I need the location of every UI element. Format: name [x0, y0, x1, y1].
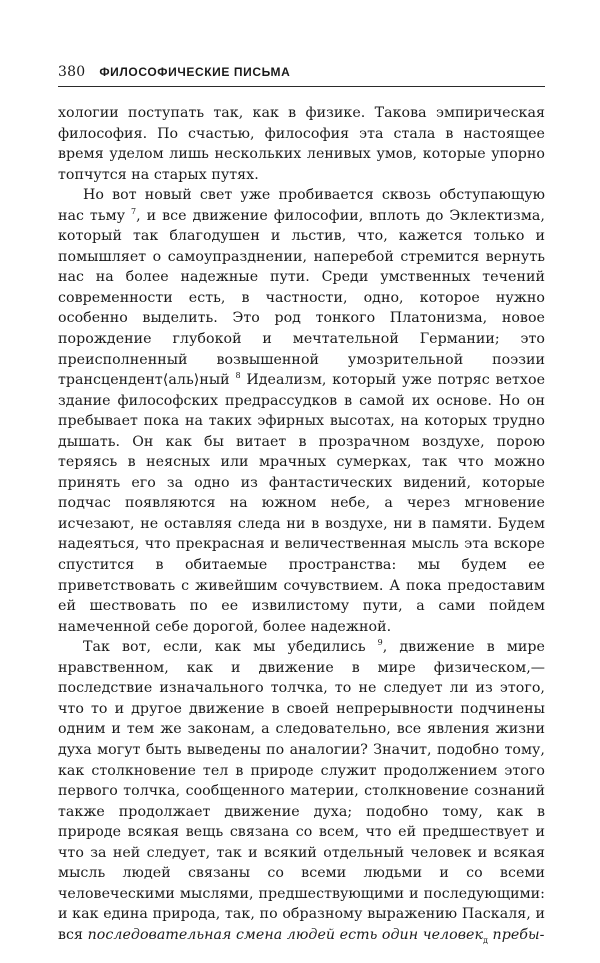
paragraph-moral-motion	[58, 637, 545, 945]
book-page	[58, 64, 545, 945]
page-number: 380	[58, 64, 86, 80]
italic-quote: последовательная смена людей есть один человек	[87, 926, 483, 943]
footnote-marker: 8	[235, 371, 241, 381]
paragraph-text-part: Но вот новый свет уже пробивается сквозь обступающую нас тьму	[58, 187, 545, 224]
paragraph-new-light	[58, 185, 545, 637]
running-title: ФИЛОСОФИЧЕСКИЕ ПИСЬМА	[99, 65, 291, 79]
italic-tail: пребы-	[487, 926, 545, 943]
paragraph-text-part: , и все движение философии, вплоть до Эклектизма, который так благодушен и льстив, что, кажется только и помышляет о самоупразднении, наперебой стремится вернуть нас на более надежные пути. Среди умственных течений современности есть, в частности, одно, которое нужно особенно выделить. Это род тонкого Платонизма, новое порождение глубокой и мечтательной Германии; это преисполненный возвышенной умозрительной поэзии трансцендент⟨аль⟩ный	[58, 207, 545, 389]
footnote-marker: 9	[377, 638, 383, 648]
paragraph-text-part: , движение в мире нравственном, как и движение в мире физическом,— последствие изначального толчка, то не следует ли из этого, что то и другое движение в своей непрерывности подчинены одним и тем же законам, а следовательно, все явления жизни духа могут быть выведены по аналогии? Значит, подобно тому, как столкновение тел в природе служит продолжением этого первого толчка, сообщенного материи, столкновение сознаний также продолжает движение духа; подобно тому, как в природе всякая вещь связана со всем, что ей предшествует и что за ней следует, так и всякий отдельный человек и всякая мысль людей связаны со всеми людьми и со всеми человеческими мыслями, предшествующими и последующими: и как едина природа, так, по образному выражению Паскаля, и вся	[58, 639, 546, 943]
paragraph-text-part: Так вот, если, как мы убедились	[83, 639, 378, 656]
footnote-marker: 7	[131, 206, 137, 216]
subscript-mark: д	[482, 935, 488, 945]
paragraph-text-part: Идеализм, который уже потряс ветхое здание философских предрассудков в самой их основе. Но он пребывает пока на таких эфирных высотах, на которых трудно дышать. Он как бы витает в прозрачном воздухе, порою теряясь в неясных или мрачных сумерках, так что можно принять его за одно из фантастических видений, которые подчас появляются на южном небе, а через мгновение исчезают, не оставляя следа ни в воздухе, ни в памяти. Будем надеяться, что прекрасная и величественная мысль эта вскоре спустится в обитаемые пространства: мы будем ее приветствовать с живейшим сочувствием. А пока предоставим ей шествовать по ее извилистому пути, а сами пойдем намеченной себе дорогой, более надежной.	[58, 372, 546, 635]
paragraph-continuation: хологии поступать так, как в физике. Такова эмпирическая философия. По счастью, философия эта стала в настоящее время уделом лишь нескольких ленивых умов, которые упорно топчутся на старых путях.	[58, 105, 545, 183]
body-text	[58, 103, 545, 945]
running-head	[58, 64, 545, 87]
